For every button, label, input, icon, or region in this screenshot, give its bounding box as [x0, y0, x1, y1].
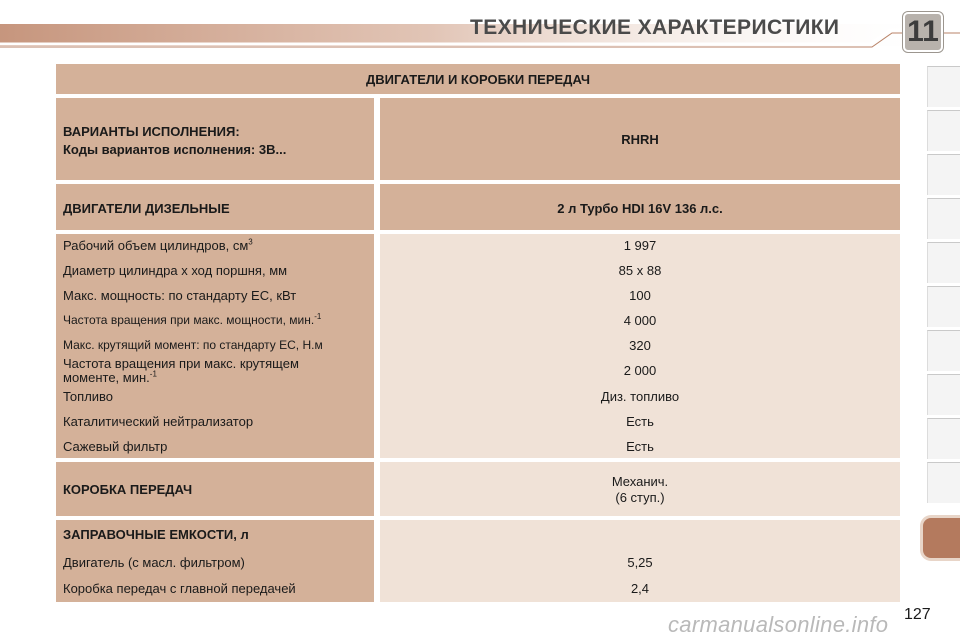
spec-label: [63, 313, 321, 327]
spec-label-text: Рабочий объем цилиндров, см: [63, 238, 249, 253]
variants-label-cell: [56, 98, 374, 180]
spec-label-text: Диаметр цилиндра х ход поршня, мм: [63, 263, 288, 278]
spec-value: 2 000: [623, 363, 657, 378]
capacities-row: [56, 520, 900, 602]
table-title-cell: [56, 64, 900, 94]
page-title: ТЕХНИЧЕСКИЕ ХАРАКТЕРИСТИКИ: [470, 16, 840, 39]
capacities-value-cell: [380, 520, 900, 602]
engine-name-cell: [380, 184, 900, 230]
spec-value: 1 997: [623, 238, 657, 253]
gearbox-value-line2: (6 ступ.): [615, 490, 665, 505]
engines-label: ДВИГАТЕЛИ ДИЗЕЛЬНЫЕ: [63, 201, 230, 216]
capacity-value: 5,25: [627, 555, 653, 570]
spec-label-text: Частота вращения при макс. крутящем: [63, 356, 299, 371]
spec-label-text: Макс. крутящий момент: по стандарту ЕС, Н.м: [63, 338, 323, 352]
spec-label: [63, 439, 167, 454]
side-tab-strip: [927, 66, 960, 576]
chapter-badge: 11: [903, 12, 943, 52]
table-title-row: [56, 64, 900, 94]
side-tab[interactable]: [927, 66, 960, 107]
capacities-label: ЗАПРАВОЧНЫЕ ЕМКОСТИ, л: [63, 527, 249, 542]
spec-value: 320: [629, 338, 651, 353]
gearbox-value-cell: [380, 462, 900, 516]
variant-value: RHRH: [621, 132, 659, 147]
side-tab-active[interactable]: [923, 518, 960, 558]
specs-value-column: [380, 234, 900, 458]
spec-value: Есть: [626, 414, 654, 429]
variant-codes-label: Коды вариантов исполнения: 3B...: [63, 142, 287, 157]
gearbox-label-cell: [56, 462, 374, 516]
gearbox-row: [56, 462, 900, 516]
side-tab[interactable]: [927, 286, 960, 327]
spec-label-text: Каталитический нейтрализатор: [63, 414, 254, 429]
side-tab[interactable]: [927, 418, 960, 459]
engines-header-row: [56, 184, 900, 230]
engine-specs-block: [56, 234, 900, 458]
spec-label-text-line2: моменте, мин.: [63, 370, 150, 385]
gearbox-label: КОРОБКА ПЕРЕДАЧ: [63, 482, 193, 497]
spec-label: [63, 238, 253, 253]
variants-row: [56, 98, 900, 180]
watermark: carmanualsonline.info: [668, 612, 889, 637]
spec-label: [63, 263, 287, 278]
side-tab[interactable]: [927, 198, 960, 239]
page-number: 127: [904, 606, 931, 623]
spec-label-sup: -1: [314, 312, 322, 321]
spec-label-sup: -1: [149, 369, 157, 379]
spec-label: [63, 338, 323, 352]
capacities-label-cell: [56, 520, 374, 602]
spec-value: 4 000: [623, 313, 657, 328]
spec-label-text: Макс. мощность: по стандарту ЕС, кВт: [63, 288, 297, 303]
spec-value: 85 x 88: [618, 263, 662, 278]
side-tab[interactable]: [927, 462, 960, 503]
spec-value: Диз. топливо: [600, 389, 680, 404]
gearbox-value-line1: Механич.: [611, 474, 669, 489]
spec-label-text: Частота вращения при макс. мощности, мин.: [63, 313, 315, 327]
spec-label-sup: 3: [248, 237, 253, 247]
capacity-label: Двигатель (с масл. фильтром): [63, 555, 245, 570]
spec-label-text: Топливо: [63, 389, 114, 404]
spec-label: [63, 288, 296, 303]
spec-label: [63, 356, 299, 371]
capacity-value: 2,4: [630, 581, 650, 596]
engine-name: 2 л Турбо HDI 16V 136 л.с.: [557, 201, 723, 216]
variants-value-cell: [380, 98, 900, 180]
spec-label: [63, 389, 113, 404]
side-tab[interactable]: [927, 154, 960, 195]
capacity-label: Коробка передач с главной передачей: [63, 581, 296, 596]
side-tab[interactable]: [927, 374, 960, 415]
spec-value: 100: [629, 288, 651, 303]
variants-label: ВАРИАНТЫ ИСПОЛНЕНИЯ:: [63, 124, 240, 139]
side-tab[interactable]: [927, 242, 960, 283]
spec-value: Есть: [626, 439, 654, 454]
engines-label-cell: [56, 184, 374, 230]
side-tab[interactable]: [927, 330, 960, 371]
side-tab[interactable]: [927, 110, 960, 151]
spec-label: [63, 414, 253, 429]
table-title: ДВИГАТЕЛИ И КОРОБКИ ПЕРЕДАЧ: [366, 72, 590, 87]
spec-label-text: Сажевый фильтр: [63, 439, 168, 454]
specs-label-column: [56, 234, 374, 458]
spec-label: [63, 370, 157, 385]
